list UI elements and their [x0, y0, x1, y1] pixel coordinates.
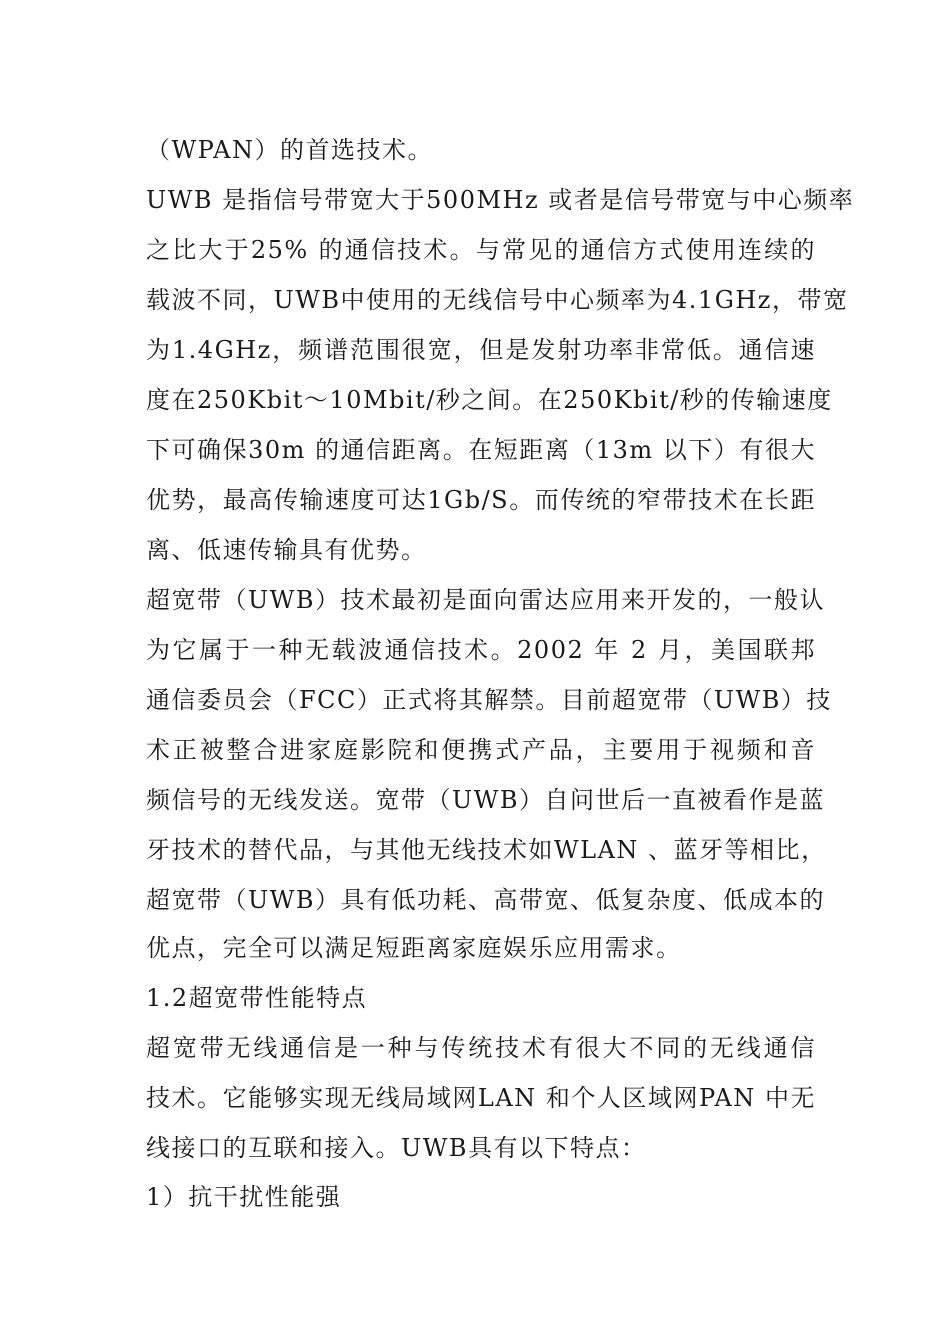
text-line: 牙技术的替代品，与其他无线技术如WLAN 、蓝牙等相比，	[146, 836, 827, 864]
text-line: 为它属于一种无载波通信技术。2002 年 2 月，美国联邦	[146, 636, 816, 664]
text-line: （WPAN）的首选技术。	[146, 136, 433, 164]
text-line: 离、低速传输具有优势。	[146, 536, 427, 564]
text-line: 通信委员会（FCC）正式将其解禁。目前超宽带（UWB）技	[146, 686, 832, 714]
text-line: 频信号的无线发送。宽带（UWB）自问世后一直被看作是蓝	[146, 786, 826, 814]
text-line: 载波不同，UWB中使用的无线信号中心频率为4.1GHz，带宽	[146, 286, 849, 314]
text-line: 优点，完全可以满足短距离家庭娱乐应用需求。	[146, 934, 682, 962]
text-line: 术正被整合进家庭影院和便携式产品，主要用于视频和音	[146, 736, 816, 764]
section-heading: 1.2超宽带性能特点	[146, 984, 368, 1012]
list-item-heading: 1）抗干扰性能强	[146, 1183, 342, 1211]
text-line: 超宽带（UWB）技术最初是面向雷达应用来开发的，一般认	[146, 586, 826, 614]
text-line: 超宽带无线通信是一种与传统技术有很大不同的无线通信	[146, 1034, 816, 1062]
text-line: 之比大于25% 的通信技术。与常见的通信方式使用连续的	[146, 236, 816, 264]
text-line: 为1.4GHz，频谱范围很宽，但是发射功率非常低。通信速	[146, 336, 816, 364]
text-line: 下可确保30m 的通信距离。在短距离（13m 以下）有很大	[146, 436, 816, 464]
text-line: 线接口的互联和接入。UWB具有以下特点：	[146, 1134, 647, 1162]
text-line: 优势，最高传输速度可达1Gb/S。而传统的窄带技术在长距	[146, 486, 816, 514]
text-line: 技术。它能够实现无线局域网LAN 和个人区域网PAN 中无	[146, 1084, 816, 1112]
text-line: 度在250Kbit～10Mbit/秒之间。在250Kbit/秒的传输速度	[146, 386, 833, 414]
text-line: UWB 是指信号带宽大于500MHz 或者是信号带宽与中心频率	[146, 186, 855, 214]
text-line: 超宽带（UWB）具有低功耗、高带宽、低复杂度、低成本的	[146, 886, 826, 914]
